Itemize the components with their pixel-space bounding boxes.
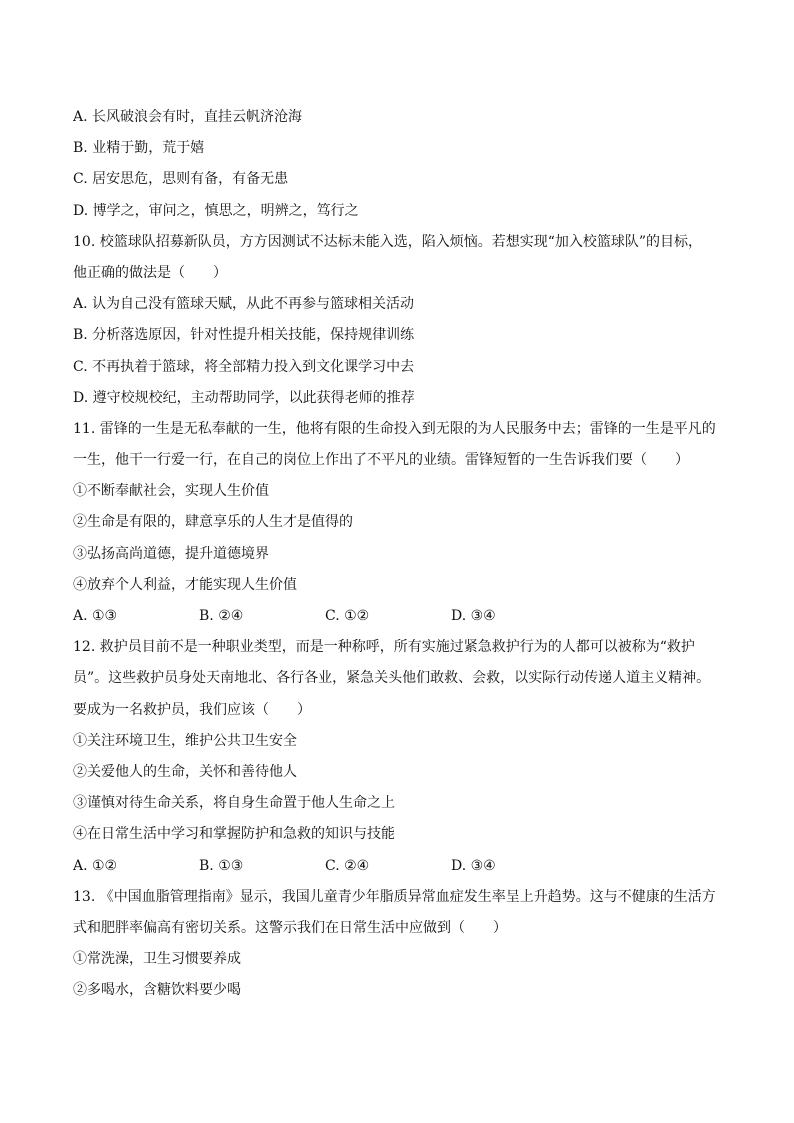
q10-stem-line-2: 他正确的做法是（ ） [73,264,227,281]
q12-stem-line-2: 员”。这些救护员身处天南地北、各行各业，紧急关头他们敢救、会救，以实际行动传递人道主义精神。 [73,670,711,687]
q13-stem-line-1: 13. 《中国血脂管理指南》显示，我国儿童青少年脂质异常血症发生率呈上升趋势。这与不健康的生活方 [73,888,716,905]
q11-item-3: ③弘扬高尚道德，提升道德境界 [73,545,269,562]
q11-item-2: ②生命是有限的，肆意享乐的人生才是值得的 [73,514,353,531]
q12-choice-c: C. ②④ [325,857,370,874]
q12-choice-b: B. ①③ [199,857,244,874]
q12-choices [73,851,723,882]
q13-item-1: ①常洗澡，卫生习惯要养成 [73,951,241,968]
q9-option-a: A. 长风破浪会有时，直挂云帆济沧海 [73,109,303,125]
q11-choice-c: C. ①② [325,608,370,624]
q13-stem-line-2: 式和肥胖率偏高有密切关系。这警示我们在日常生活中应做到（ ） [73,919,507,936]
q12-choice-a: A. ①② [73,857,118,874]
q9-option-d: D. 博学之，审问之，慎思之，明辨之，笃行之 [73,202,359,219]
q11-choices [73,601,723,632]
q12-item-2: ②关爱他人的生命，关怀和善待他人 [73,763,297,780]
q11-choice-a: A. ①③ [73,608,118,624]
q11-item-4: ④放弃个人利益，才能实现人生价值 [73,576,297,593]
q10-option-c: C. 不再执着于篮球，将全部精力投入到文化课学习中去 [73,358,415,375]
q9-option-c: C. 居安思危，思则有备，有备无患 [73,171,289,188]
q11-choice-b: B. ②④ [199,608,244,624]
q11-stem-line-2: 一生，他干一行爱一行，在自己的岗位上作出了不平凡的业绩。雷锋短暂的一生告诉我们要（ ） [73,452,689,469]
q13-item-2: ②多喝水，含糖饮料要少喝 [73,982,241,999]
q11-item-1: ①不断奉献社会，实现人生价值 [73,483,269,500]
q10-option-a: A. 认为自己没有篮球天赋，从此不再参与篮球相关活动 [73,296,415,313]
q9-option-b: B. 业精于勤，荒于嬉 [73,140,205,157]
q11-choice-d: D. ③④ [451,608,496,624]
q12-item-1: ①关注环境卫生，维护公共卫生安全 [73,732,297,749]
exam-page [73,102,723,1006]
q12-item-3: ③谨慎对待生命关系，将自身生命置于他人生命之上 [73,795,395,812]
q11-stem-line-1: 11. 雷锋的一生是无私奉献的一生，他将有限的生命投入到无限的为人民服务中去；雷锋的一生是平凡的 [73,420,716,437]
q12-item-4: ④在日常生活中学习和掌握防护和急救的知识与技能 [73,826,395,843]
q10-stem-line-1: 10. 校篮球队招募新队员，方方因测试不达标未能入选，陷入烦恼。若想实现“加入校篮球队”的目标， [73,233,703,250]
q10-option-d: D. 遵守校规校纪，主动帮助同学，以此获得老师的推荐 [73,389,415,406]
q12-stem-line-1: 12. 救护员目前不是一种职业类型，而是一种称呼，所有实施过紧急救护行为的人都可以被称为“救护 [73,639,695,656]
q12-stem-line-3: 要成为一名救护员，我们应该（ ） [73,701,311,718]
q12-choice-d: D. ③④ [451,857,496,874]
q10-option-b: B. 分析落选原因，针对性提升相关技能，保持规律训练 [73,327,415,344]
